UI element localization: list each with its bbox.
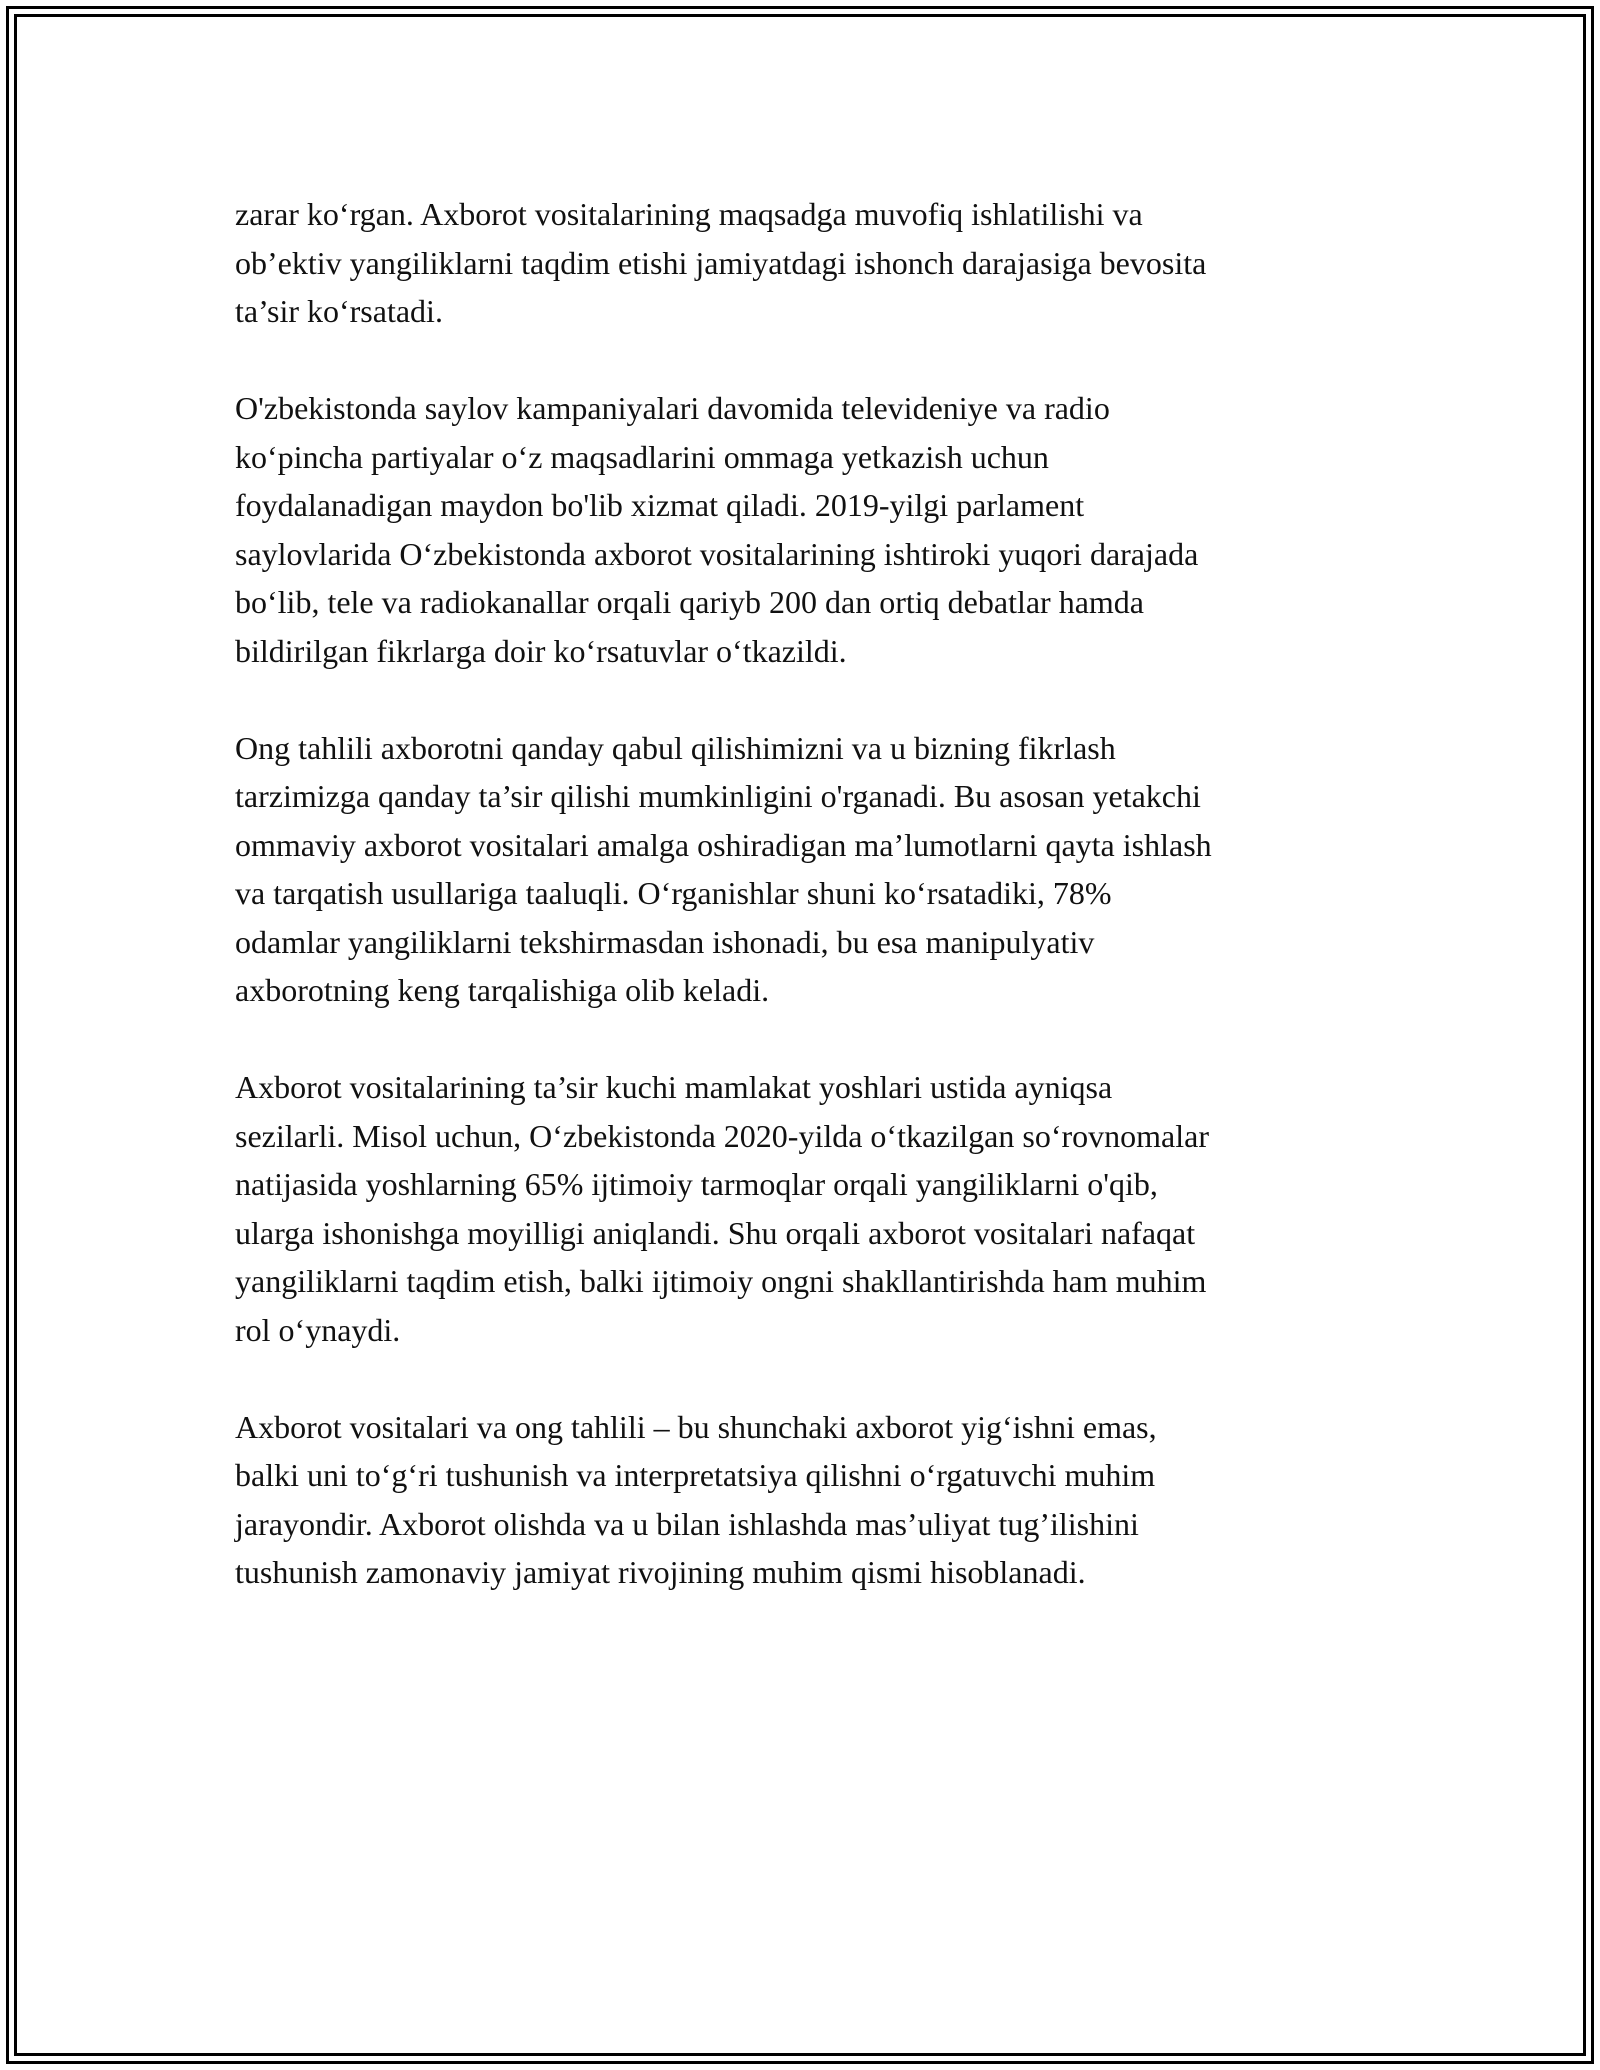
- text-line: ta’sir ko‘rsatadi.: [235, 293, 443, 329]
- text-line: ko‘pincha partiyalar o‘z maqsadlarini ommaga yetkazish uchun: [235, 438, 1049, 475]
- paragraph-youth-influence: [235, 1063, 1355, 1354]
- text-line: ularga ishonishga moyilligi aniqlandi. Shu orqali axborot vositalari nafaqat: [235, 1214, 1196, 1251]
- text-line: bildirilgan fikrlarga doir ko‘rsatuvlar o‘tkazildi.: [235, 632, 847, 669]
- text-line: natijasida yoshlarning 65% ijtimoiy tarmoqlar orqali yangiliklarni o'qib,: [235, 1166, 1158, 1202]
- text-line: va tarqatish usullariga taaluqli. O‘rganishlar shuni ko‘rsatadiki, 78%: [235, 875, 1112, 911]
- text-line: sezilarli. Misol uchun, O‘zbekistonda 2020-yilda o‘tkazilgan so‘rovnomalar: [235, 1117, 1209, 1154]
- text-line: bo‘lib, tele va radiokanallar orqali qariyb 200 dan ortiq debatlar hamda: [235, 584, 1144, 620]
- text-line: odamlar yangiliklarni tekshirmasdan ishonadi, bu esa manipulyativ: [235, 923, 1095, 960]
- text-line: zarar ko‘rgan. Axborot vositalarining maqsadga muvofiq ishlatilishi va: [235, 196, 1143, 232]
- text-line: O'zbekistonda saylov kampaniyalari davomida televideniye va radio: [235, 390, 1110, 426]
- text-line: saylovlarida O‘zbekistonda axborot vositalarining ishtiroki yuqori darajada: [235, 535, 1199, 572]
- document-body: [235, 190, 1355, 1645]
- text-line: rol o‘ynaydi.: [235, 1311, 401, 1348]
- text-line: tarzimizga qanday ta’sir qilishi mumkinligini o'rganadi. Bu asosan yetakchi: [235, 778, 1201, 814]
- text-line: yangiliklarni taqdim etish, balki ijtimoiy ongni shakllantirishda ham muhim: [235, 1263, 1207, 1299]
- text-line: jarayondir. Axborot olishda va u bilan ishlashda mas’uliyat tug’ilishini: [235, 1505, 1139, 1542]
- text-line: axborotning keng tarqalishiga olib keladi.: [235, 972, 770, 1008]
- paragraph-conclusion: [235, 1403, 1355, 1597]
- text-line: Ong tahlili axborotni qanday qabul qilishimizni va u bizning fikrlash: [235, 729, 1116, 766]
- text-line: foydalanadigan maydon bo'lib xizmat qiladi. 2019-yilgi parlament: [235, 487, 1085, 523]
- paragraph-perception-analysis: [235, 724, 1355, 1015]
- text-line: ob’ektiv yangiliklarni taqdim etishi jamiyatdagi ishonch darajasiga bevosita: [235, 244, 1207, 281]
- paragraph-election-campaigns: [235, 384, 1355, 675]
- text-line: balki uni to‘g‘ri tushunish va interpretatsiya qilishni o‘rgatuvchi muhim: [235, 1457, 1156, 1493]
- text-line: Axborot vositalarining ta’sir kuchi mamlakat yoshlari ustida ayniqsa: [235, 1069, 1113, 1105]
- text-line: Axborot vositalari va ong tahlili – bu shunchaki axborot yig‘ishni emas,: [235, 1408, 1157, 1445]
- paragraph-media-trust: [235, 190, 1355, 336]
- text-line: tushunish zamonaviy jamiyat rivojining muhim qismi hisoblanadi.: [235, 1554, 1086, 1590]
- text-line: ommaviy axborot vositalari amalga oshiradigan ma’lumotlarni qayta ishlash: [235, 826, 1212, 863]
